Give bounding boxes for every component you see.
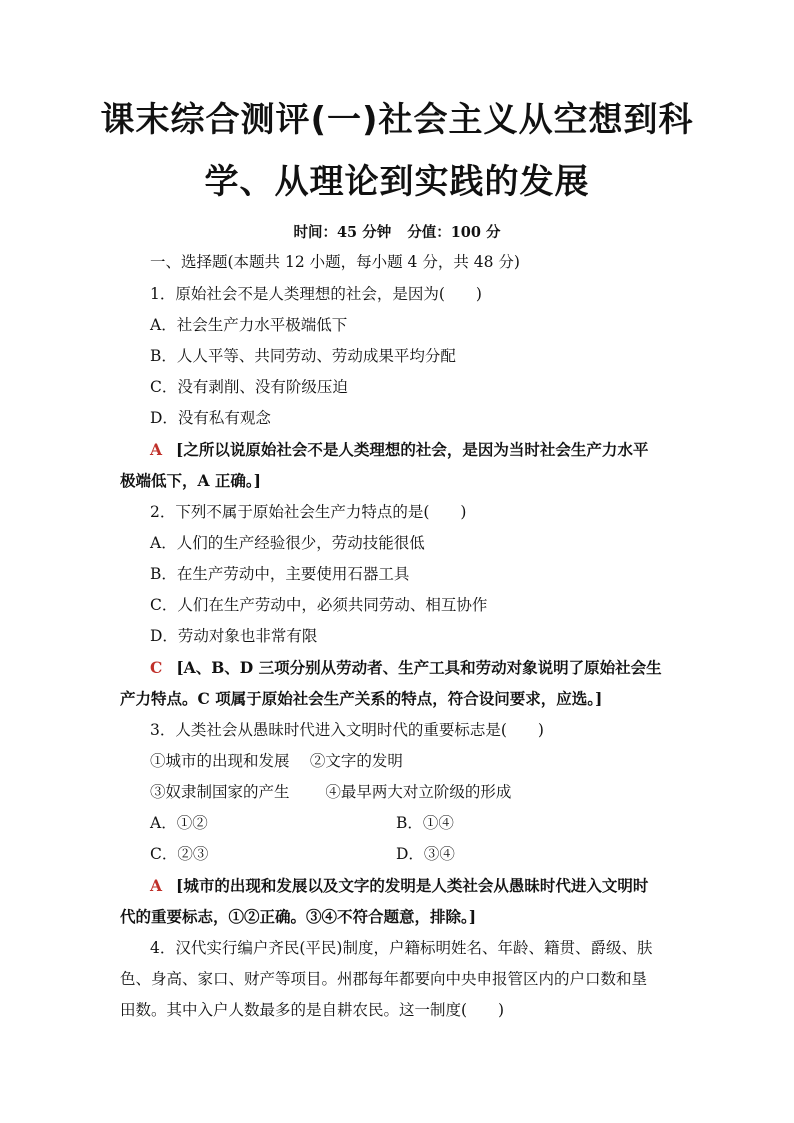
question-2-option-c: C．人们在生产劳动中，必须共同劳动、相互协作 — [150, 596, 488, 614]
question-3-stem: 3．人类社会从愚昧时代进入文明时代的重要标志是( ) — [150, 721, 544, 739]
question-2-stem: 2．下列不属于原始社会生产力特点的是( ) — [150, 503, 467, 521]
question-4-stem-3: 田数。其中入户人数最多的是自耕农民。这一制度( ) — [120, 1001, 505, 1019]
time-limit: 时间：45 分钟 — [293, 224, 392, 241]
answer-letter: A — [150, 440, 163, 459]
question-3-option-c: C．②③ — [150, 845, 209, 863]
question-1-option-a: A．社会生产力水平极端低下 — [150, 316, 348, 334]
question-4-stem-1: 4．汉代实行编户齐民(平民)制度，户籍标明姓名、年龄、籍贯、爵级、肤 — [150, 939, 653, 957]
analysis-text: [A、B、D 三项分别从劳动者、生产工具和劳动对象说明了原始社会生 — [176, 658, 662, 677]
answer-letter: C — [150, 658, 163, 677]
question-1-option-c: C．没有剥削、没有阶级压迫 — [150, 378, 348, 396]
document-title-line-1: 课末综合测评(一)社会主义从空想到科 — [100, 100, 694, 140]
exam-meta — [0, 221, 794, 242]
total-score: 分值：100 分 — [407, 224, 501, 241]
answer-letter: A — [150, 876, 163, 895]
question-3-option-b: B．①④ — [396, 814, 454, 832]
question-4-stem-2: 色、身高、家口、财产等项目。州郡每年都要向中央申报管区内的户口数和垦 — [120, 970, 648, 988]
question-2-option-b: B．在生产劳动中，主要使用石器工具 — [150, 565, 410, 583]
question-3-analysis-cont: 代的重要标志，①②正确。③④不符合题意，排除。] — [120, 907, 477, 926]
analysis-text: [之所以说原始社会不是人类理想的社会，是因为当时社会生产力水平 — [176, 440, 649, 459]
question-1-answer — [150, 440, 648, 460]
question-3-answer — [150, 876, 648, 896]
section-heading: 一、选择题(本题共 12 小题，每小题 4 分，共 48 分) — [150, 253, 520, 271]
question-2-option-d: D．劳动对象也非常有限 — [150, 627, 318, 645]
question-1-option-d: D．没有私有观念 — [150, 409, 271, 427]
question-1-analysis-cont: 极端低下，A 正确。] — [120, 471, 262, 490]
question-2-option-a: A．人们的生产经验很少，劳动技能很低 — [150, 534, 425, 552]
question-2-analysis-cont: 产力特点。C 项属于原始社会生产关系的特点，符合设问要求，应选。] — [120, 689, 603, 708]
question-2-answer — [150, 658, 662, 678]
question-1-option-b: B．人人平等、共同劳动、劳动成果平均分配 — [150, 347, 456, 365]
question-1-stem: 1．原始社会不是人类理想的社会，是因为( ) — [150, 285, 482, 303]
question-3-option-a: A．①② — [150, 814, 208, 832]
question-3-option-d: D．③④ — [396, 845, 455, 863]
document-title-line-2: 学、从理论到实践的发展 — [204, 162, 590, 202]
question-3-items-2: ③奴隶制国家的产生 ④最早两大对立阶级的形成 — [150, 783, 512, 801]
question-3-items-1: ①城市的出现和发展 ②文字的发明 — [150, 752, 403, 770]
analysis-text: [城市的出现和发展以及文字的发明是人类社会从愚昧时代进入文明时 — [176, 876, 649, 895]
